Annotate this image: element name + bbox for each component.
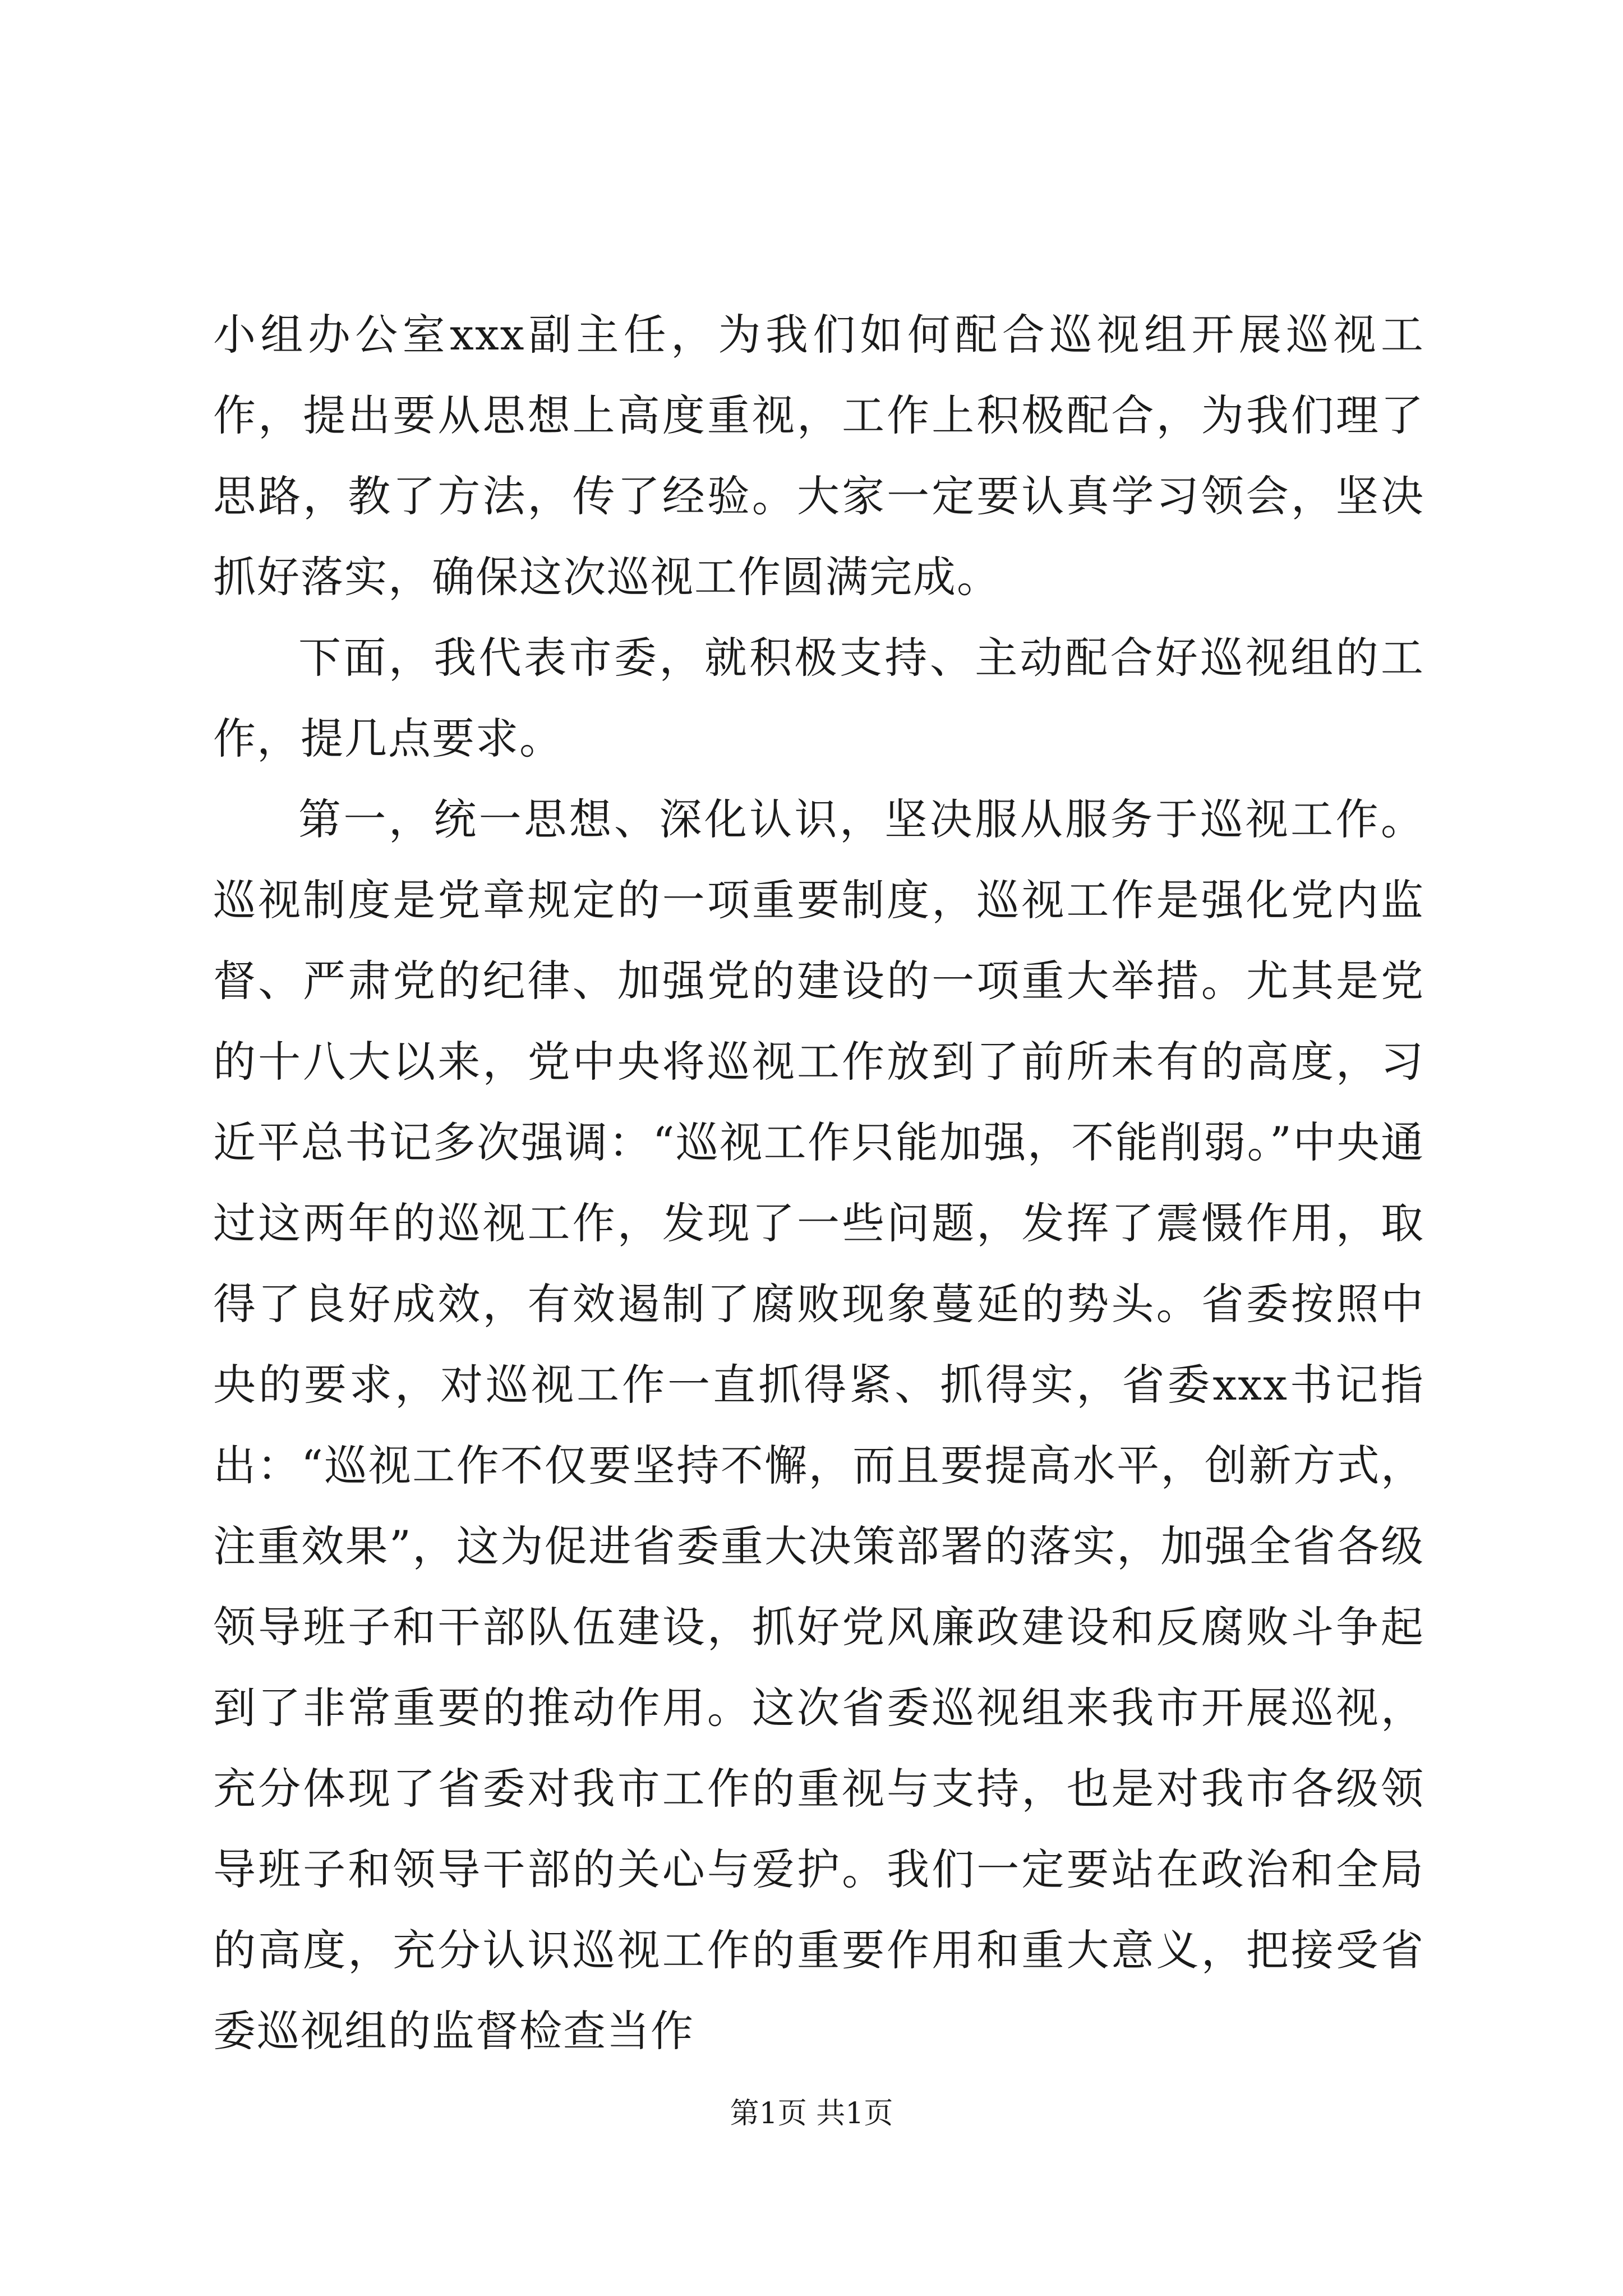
document-body	[213, 295, 1424, 2072]
page-footer: 第1页 共1页	[730, 2097, 893, 2131]
paragraph-3: 第一，统一思想、深化认识，坚决服从服务于巡视工作。巡视制度是党章规定的一项重要制度，巡视工作是强化党内监督、严肃党的纪律、加强党的建设的一项重大举措。尤其是党的十八大以来，党中央将巡视工作放到了前所未有的高度，习近平总书记多次强调：“巡视工作只能加强，不能削弱。”中央通过这两年的巡视工作，发现了一些问题，发挥了震慑作用，取得了良好成效，有效遏制了腐败现象蔓延的势头。省委按照中央的要求，对巡视工作一直抓得紧、抓得实，省委xxx书记指出：“巡视工作不仅要坚持不懈，而且要提高水平，创新方式，注重效果”，这为促进省委重大决策部署的落实，加强全省各级领导班子和干部队伍建设，抓好党风廉政建设和反腐败斗争起到了非常重要的推动作用。这次省委巡视组来我市开展巡视，充分体现了省委对我市工作的重视与支持，也是对我市各级领导班子和领导干部的关心与爱护。我们一定要站在政治和全局的高度，充分认识巡视工作的重要作用和重大意义，把接受省委巡视组的监督检查当作	[213, 794, 1424, 2056]
paragraph-1: 小组办公室xxx副主任，为我们如何配合巡视组开展巡视工作，提出要从思想上高度重视，工作上积极配合，为我们理了思路，教了方法，传了经验。大家一定要认真学习领会，坚决抓好落实，确保这次巡视工作圆满完成。	[213, 310, 1424, 602]
paragraph-2: 下面，我代表市委，就积极支持、主动配合好巡视组的工作，提几点要求。	[213, 633, 1424, 763]
